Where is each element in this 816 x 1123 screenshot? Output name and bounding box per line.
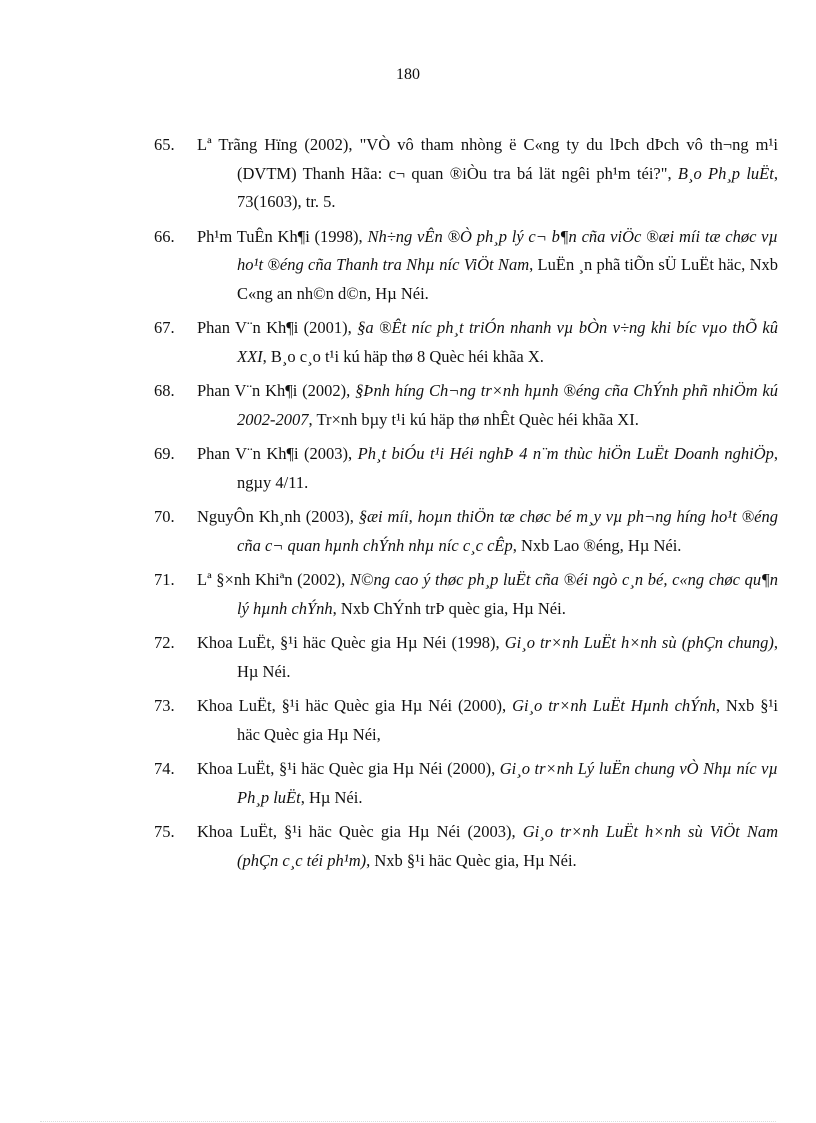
- reference-details: , Nxb Lao ®éng, Hµ Néi.: [512, 535, 682, 555]
- reference-author: Khoa LuËt, §¹i häc Quèc gia Hµ Néi (2003),: [197, 822, 523, 841]
- reference-item: [0, 566, 816, 623]
- reference-author: Phan V¨n Kh¶i (2003),: [197, 444, 358, 463]
- reference-details: , Nxb §¹i häc Quèc gia, Hµ Néi.: [366, 850, 577, 870]
- reference-author: Lª Trãng Hïng (2002),: [197, 135, 360, 154]
- reference-details: , Hµ Néi.: [237, 633, 778, 681]
- reference-title: "VÒ vô tham nhòng ë C«ng ty du lÞch dÞch vô th¬ng m¹i (DVTM) Thanh Hãa: c¬ quan ®iÒu tra bá lät ngêi ph¹m téi?",: [237, 135, 779, 183]
- reference-details: , Hµ Néi.: [300, 787, 363, 807]
- reference-text: [197, 377, 778, 434]
- reference-title: Nh÷ng vÊn ®Ò ph¸p lý c¬ b¶n cña viÖc ®æi míi tæ chøc vµ ho¹t ®éng cña Thanh tra Nhµ níc ViÖt Nam: [237, 226, 778, 274]
- reference-item: [0, 377, 816, 434]
- reference-title: §Þnh híng Ch¬ng tr×nh hµnh ®éng cña ChÝnh phñ nhiÖm kú 2002-2007: [237, 381, 779, 429]
- reference-number: 65.: [154, 135, 175, 154]
- reference-title: Gi¸o tr×nh Lý luËn chung vÒ Nhµ níc vµ Ph¸p luËt: [237, 759, 778, 807]
- reference-number: 67.: [154, 318, 175, 337]
- reference-author: Phan V¨n Kh¶i (2001),: [197, 318, 358, 337]
- reference-text: [197, 629, 778, 686]
- reference-author: Phan V¨n Kh¶i (2002),: [197, 381, 356, 400]
- reference-number: 75.: [154, 822, 175, 841]
- reference-item: [0, 503, 816, 560]
- reference-details: , 73(1603), tr. 5.: [237, 163, 778, 211]
- reference-item: [0, 629, 816, 686]
- reference-text: [197, 503, 778, 560]
- reference-details: , B¸o c¸o t¹i kú häp thø 8 Quèc héi khãa X.: [262, 346, 544, 366]
- reference-publication: B¸o Ph¸p luËt: [677, 163, 774, 183]
- reference-title: N©ng cao ý thøc ph¸p luËt cña ®éi ngò c¸n bé, c«ng chøc qu¶n lý hµnh chÝnh: [237, 570, 778, 618]
- reference-list: [0, 131, 816, 881]
- reference-text: [197, 131, 778, 217]
- reference-author: Khoa LuËt, §¹i häc Quèc gia Hµ Néi (2000),: [197, 759, 500, 778]
- reference-item: [0, 755, 816, 812]
- reference-title: Gi¸o tr×nh LuËt h×nh sù ViÖt Nam (phÇn c¸c téi ph¹m): [237, 822, 778, 870]
- reference-text: [197, 223, 778, 309]
- reference-number: 71.: [154, 570, 175, 589]
- reference-number: 69.: [154, 444, 175, 463]
- reference-item: [0, 818, 816, 875]
- reference-item: [0, 223, 816, 309]
- reference-author: Ph¹m TuÊn Kh¶i (1998),: [197, 226, 368, 246]
- reference-author: NguyÔn Kh¸nh (2003),: [197, 507, 359, 526]
- reference-number: 66.: [154, 226, 175, 246]
- reference-item: [0, 692, 816, 749]
- reference-text: [197, 566, 778, 623]
- reference-author: Lª §×nh Khiªn (2002),: [197, 570, 350, 589]
- reference-number: 68.: [154, 381, 175, 400]
- reference-item: [0, 131, 816, 217]
- reference-number: 72.: [154, 633, 175, 652]
- page-number: 180: [396, 66, 420, 83]
- reference-author: Khoa LuËt, §¹i häc Quèc gia Hµ Néi (1998),: [197, 633, 505, 652]
- reference-title: Ph¸t biÓu t¹i Héi nghÞ 4 n¨m thùc hiÖn LuËt Doanh nghiÖp: [357, 444, 774, 463]
- page-footer-divider: [40, 1121, 776, 1122]
- reference-text: [197, 755, 778, 812]
- reference-details: , Nxb ChÝnh trÞ quèc gia, Hµ Néi.: [332, 598, 566, 618]
- reference-text: [197, 440, 778, 497]
- reference-title: §a ®Êt níc ph¸t triÓn nhanh vµ bÒn v÷ng khi bíc vµo thÕ kû XXI: [237, 318, 778, 366]
- reference-number: 73.: [154, 696, 175, 715]
- reference-details: , Tr×nh bµy t¹i kú häp thø nhÊt Quèc héi khãa XI.: [308, 409, 639, 429]
- reference-title: §æi míi, hoµn thiÖn tæ chøc bé m¸y vµ ph¬ng híng ho¹t ®éng cña c¬ quan hµnh chÝnh nhµ níc c¸c cÊp: [237, 507, 779, 555]
- reference-text: [197, 818, 778, 875]
- reference-title: Gi¸o tr×nh LuËt Hµnh chÝnh: [512, 696, 716, 715]
- reference-details: , ngµy 4/11.: [237, 444, 779, 492]
- reference-item: [0, 440, 816, 497]
- reference-title: Gi¸o tr×nh LuËt h×nh sù (phÇn chung): [504, 633, 774, 652]
- reference-details: , LuËn ¸n phã tiÕn sÜ LuËt häc, Nxb C«ng an nh©n d©n, Hµ Néi.: [237, 255, 778, 303]
- reference-details: , Nxb §¹i häc Quèc gia Hµ Néi,: [237, 696, 779, 744]
- reference-text: [197, 314, 778, 371]
- reference-item: [0, 314, 816, 371]
- reference-author: Khoa LuËt, §¹i häc Quèc gia Hµ Néi (2000),: [197, 696, 513, 715]
- reference-number: 70.: [154, 507, 175, 526]
- reference-number: 74.: [154, 759, 175, 778]
- reference-text: [197, 692, 778, 749]
